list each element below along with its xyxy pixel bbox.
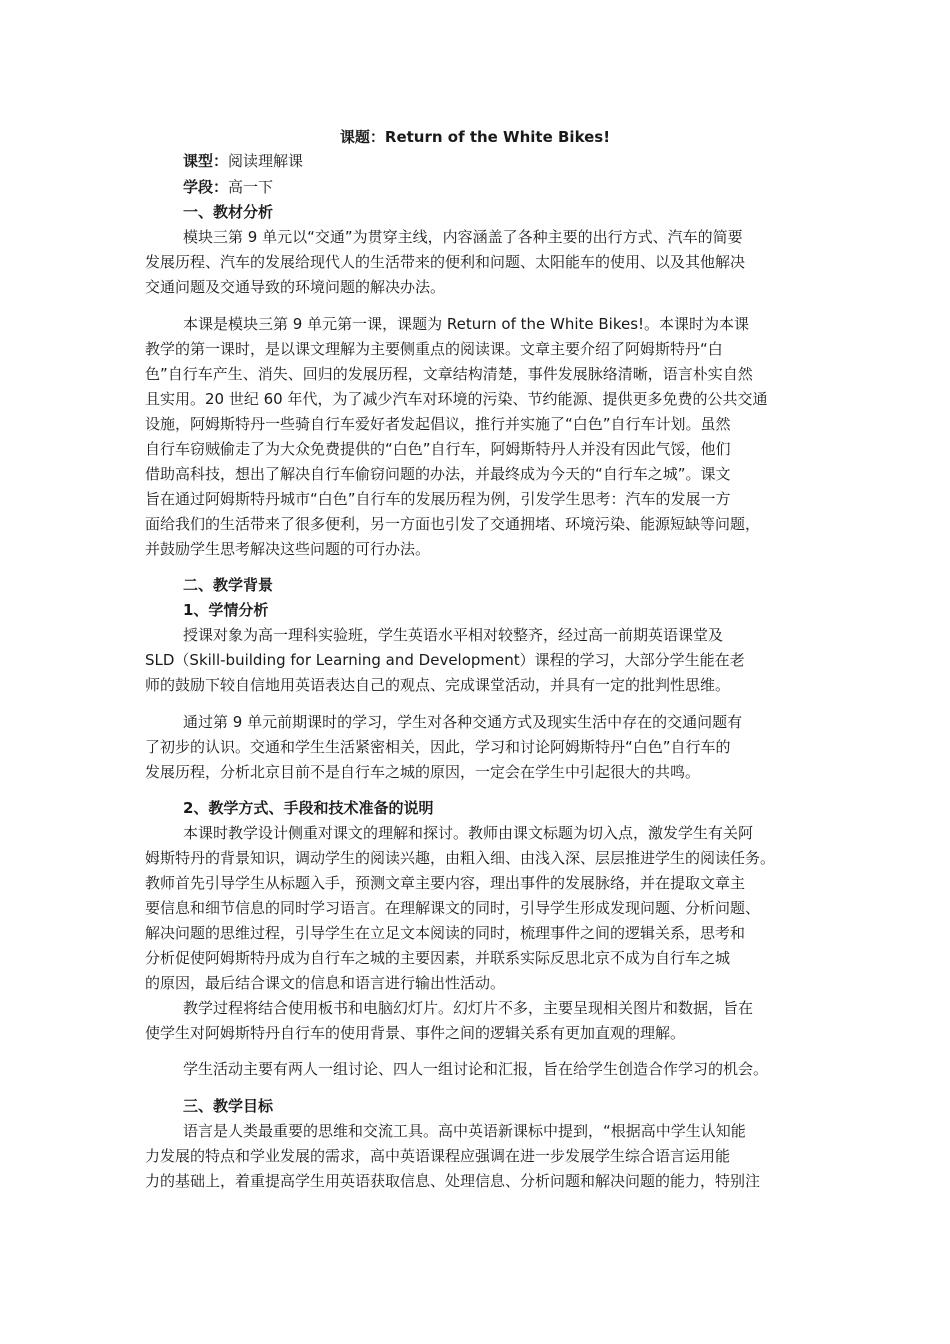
grade-value: 高一下: [228, 178, 274, 196]
section-heading: 三、教学目标: [183, 1097, 274, 1115]
paragraph-line: SLD（Skill-building for Learning and Development）课程的学习，大部分学生能在老: [145, 651, 745, 669]
grade-label: 学段：: [183, 178, 229, 196]
paragraph-line: 通过第 9 单元前期课时的学习，学生对各种交通方式及现实生活中存在的交通问题有: [183, 713, 743, 731]
course-type-label: 课型：: [183, 152, 229, 170]
paragraph-line: 了初步的认识。交通和学生生活紧密相关，因此，学习和讨论阿姆斯特丹“白色”自行车的: [145, 738, 731, 756]
paragraph-line: 教师首先引导学生从标题入手，预测文章主要内容，理出事件的发展脉络，并在提取文章主: [145, 874, 746, 892]
lesson-title: 课题：Return of the White Bikes!: [339, 128, 611, 146]
paragraph-line: 色”自行车产生、消失、回归的发展历程，文章结构清楚，事件发展脉络清晰，语言朴实自然: [145, 365, 753, 383]
paragraph-line: 姆斯特丹的背景知识，调动学生的阅读兴趣，由粗入细、由浅入深、层层推进学生的阅读任务。: [145, 849, 776, 867]
paragraph-line: 自行车窃贼偷走了为大众免费提供的“白色”自行车，阿姆斯特丹人并没有因此气馁，他们: [145, 440, 731, 458]
paragraph-line: 本课是模块三第 9 单元第一课，课题为 Return of the White Bikes!。本课时为本课: [183, 315, 750, 333]
paragraph-line: 并鼓励学生思考解决这些问题的可行办法。: [145, 540, 431, 558]
grade-line: [183, 176, 273, 198]
paragraph-line: 模块三第 9 单元以“交通”为贯穿主线，内容涵盖了各种主要的出行方式、汽车的简要: [183, 228, 743, 246]
course-type-line: [183, 150, 303, 172]
subsection-heading: 1、学情分析: [183, 601, 269, 619]
paragraph-line: 设施，阿姆斯特丹一些骑自行车爱好者发起倡议，推行并实施了“白色”自行车计划。虽然: [145, 415, 731, 433]
paragraph-line: 解决问题的思维过程，引导学生在立足文本阅读的同时，梳理事件之间的逻辑关系，思考和: [145, 924, 746, 942]
paragraph-line: 发展历程，分析北京目前不是自行车之城的原因，一定会在学生中引起很大的共鸣。: [145, 763, 701, 781]
paragraph-line: 面给我们的生活带来了很多便利，另一方面也引发了交通拥堵、环境污染、能源短缺等问题，: [145, 515, 761, 533]
paragraph-line: 要信息和细节信息的同时学习语言。在理解课文的同时，引导学生形成发现问题、分析问题、: [145, 899, 761, 917]
paragraph-line: 且实用。20 世纪 60 年代，为了减少汽车对环境的污染、节约能源、提供更多免费的公共交通: [145, 390, 768, 408]
paragraph-line: 的原因，最后结合课文的信息和语言进行输出性活动。: [145, 974, 506, 992]
paragraph-line: 授课对象为高一理科实验班，学生英语水平相对较整齐，经过高一前期英语课堂及: [183, 626, 724, 644]
paragraph-line: 力发展的特点和学业发展的需求，高中英语课程应强调在进一步发展学生综合语言运用能: [145, 1147, 731, 1165]
subsection-heading: 2、教学方式、手段和技术准备的说明: [183, 799, 434, 817]
paragraph-line: 旨在通过阿姆斯特丹城市“白色”自行车的发展历程为例，引发学生思考：汽车的发展一方: [145, 490, 731, 508]
section-heading: 一、教材分析: [183, 203, 274, 221]
paragraph-line: 交通问题及交通导致的环境问题的解决办法。: [145, 278, 446, 296]
paragraph-line: 本课时教学设计侧重对课文的理解和探讨。教师由课文标题为切入点，激发学生有关阿: [183, 824, 754, 842]
paragraph-line: 学生活动主要有两人一组讨论、四人一组讨论和汇报，旨在给学生创造合作学习的机会。: [183, 1060, 769, 1078]
section-heading: 二、教学背景: [183, 576, 274, 594]
paragraph-line: 教学的第一课时，是以课文理解为主要侧重点的阅读课。文章主要介绍了阿姆斯特丹“白: [145, 340, 723, 358]
paragraph-line: 借助高科技，想出了解决自行车偷窃问题的办法，并最终成为今天的“自行车之城”。课文: [145, 465, 731, 483]
paragraph-line: 语言是人类最重要的思维和交流工具。高中英语新课标中提到，“根据高中学生认知能: [183, 1122, 746, 1140]
paragraph-line: 力的基础上，着重提高学生用英语获取信息、处理信息、分析问题和解决问题的能力，特别注: [145, 1172, 761, 1190]
paragraph-line: 分析促使阿姆斯特丹成为自行车之城的主要因素，并联系实际反思北京不成为自行车之城: [145, 949, 731, 967]
paragraph-line: 师的鼓励下较自信地用英语表达自己的观点、完成课堂活动，并具有一定的批判性思维。: [145, 676, 731, 694]
course-type-value: 阅读理解课: [228, 152, 304, 170]
paragraph-line: 教学过程将结合使用板书和电脑幻灯片。幻灯片不多，主要呈现相关图片和数据，旨在: [183, 999, 754, 1017]
paragraph-line: 使学生对阿姆斯特丹自行车的使用背景、事件之间的逻辑关系有更加直观的理解。: [145, 1024, 686, 1042]
paragraph-line: 发展历程、汽车的发展给现代人的生活带来的便利和问题、太阳能车的使用、以及其他解决: [145, 253, 746, 271]
